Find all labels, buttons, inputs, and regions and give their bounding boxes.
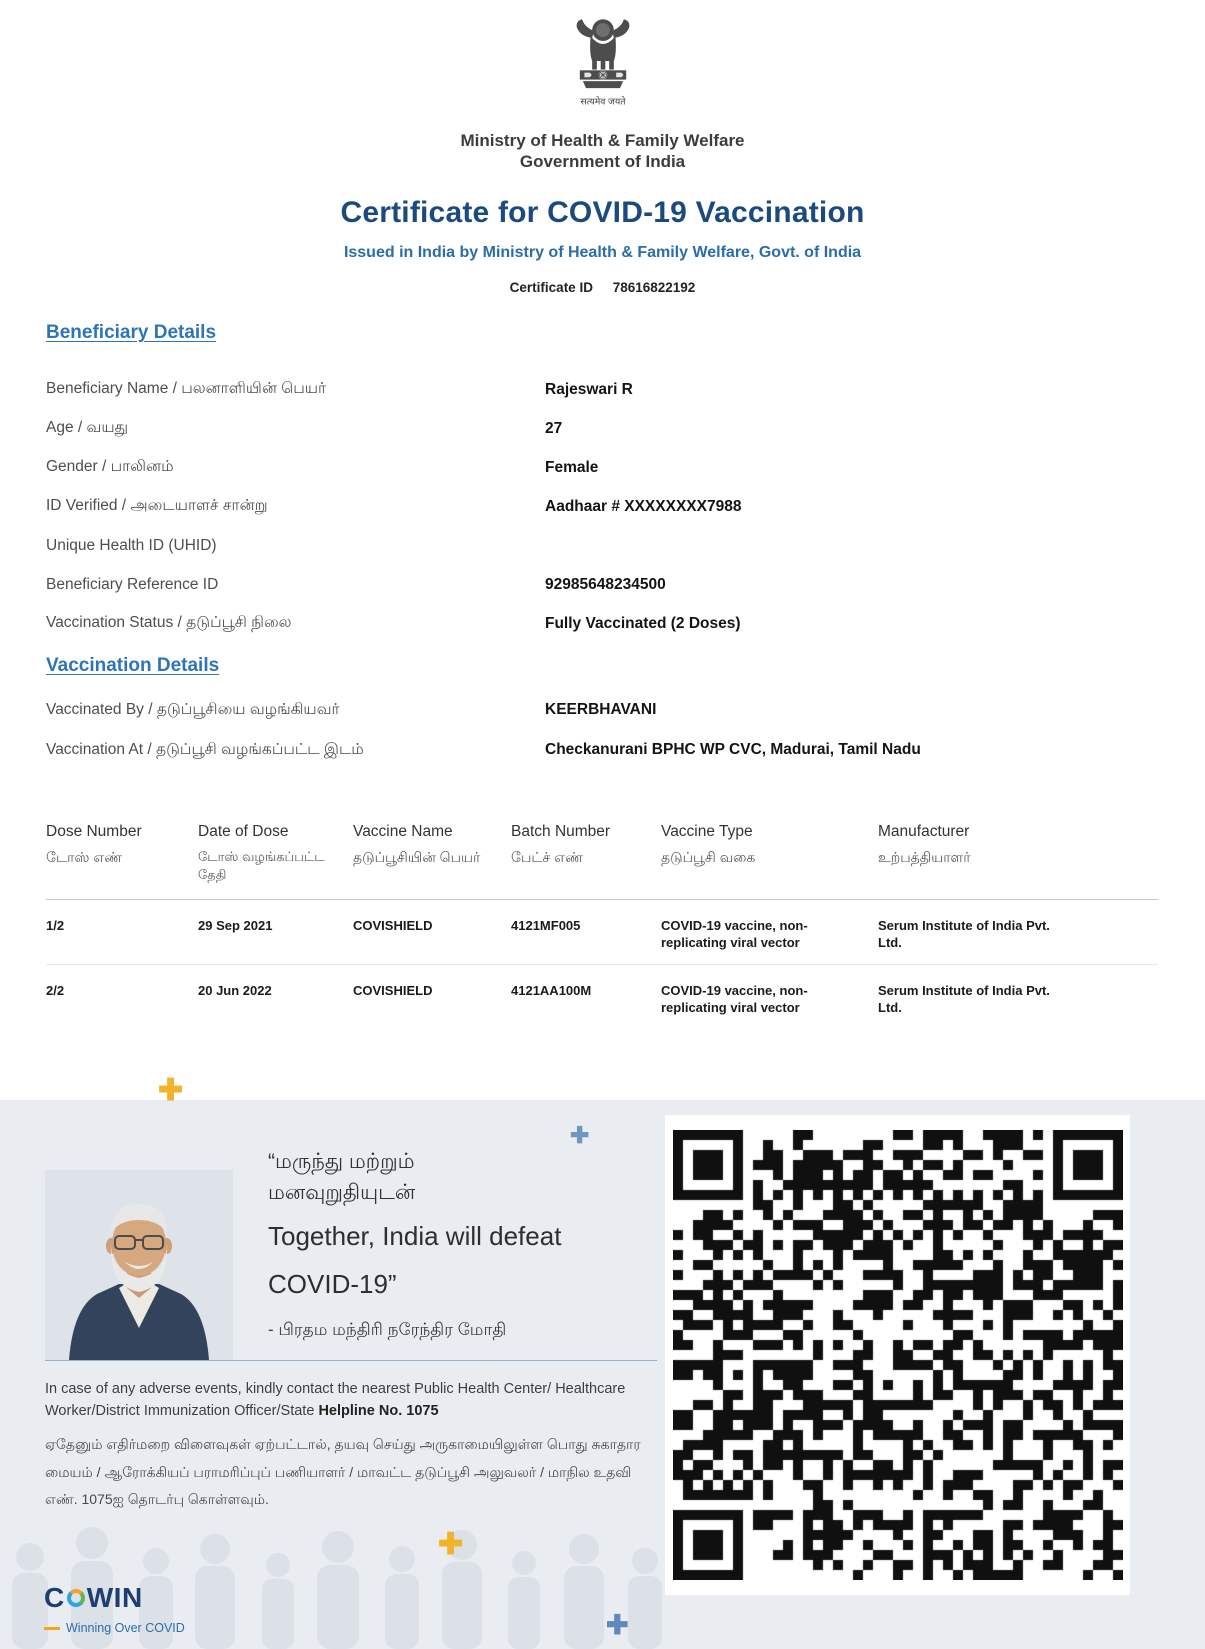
dose-table xyxy=(46,823,1158,1029)
header-label-ta: டோஸ் எண் xyxy=(46,849,123,865)
plus-decoration-icon: ✚ xyxy=(606,1610,629,1640)
dose-row-2 xyxy=(46,964,1158,1029)
field-label: Vaccinated By / தடுப்பூசியை வழங்கியவர் xyxy=(46,701,340,718)
section-title-vaccination: Vaccination Details xyxy=(46,655,220,676)
row-uhid xyxy=(46,526,1159,565)
header-dose-number xyxy=(46,823,198,884)
quote-block xyxy=(268,1146,561,1342)
row-reference-id xyxy=(46,565,1159,604)
plus-decoration-icon: ✚ xyxy=(570,1122,590,1148)
india-national-emblem-icon xyxy=(556,10,650,126)
row-vaccinated-by xyxy=(46,691,1159,731)
field-label: ID Verified / அடையாளச் சான்று xyxy=(46,497,268,514)
row-beneficiary-name xyxy=(46,370,1159,409)
header-label-en: Vaccine Type xyxy=(661,823,753,840)
header-label-ta: தடுப்பூசியின் பெயர் xyxy=(353,849,481,865)
header-label-en: Date of Dose xyxy=(198,823,289,840)
header-label-en: Dose Number xyxy=(46,823,142,840)
cell-manufacturer: Serum Institute of India Pvt. Ltd. xyxy=(878,918,1050,950)
cell-vaccine-name: COVISHIELD xyxy=(353,918,433,933)
quote-english-line-2: COVID-19” xyxy=(268,1269,397,1299)
cell-batch-number: 4121AA100M xyxy=(511,983,592,998)
advisory-tamil: ஏதேனும் எதிர்மறை விளைவுகள் ஏற்பட்டால், தயவு செய்து அருகாமையிலுள்ள பொது சுகாதார மையம் / ஆரோக்கியப் பராமரிப்புப் பணியாளர் / மாவட்ட தடுப்பூசி அலுவலர் / மாநில உதவி எண். 1075ஐ தொடர்பு கொள்ளவும். xyxy=(45,1436,641,1507)
banner-divider xyxy=(45,1360,657,1361)
prime-minister-photo xyxy=(45,1170,233,1360)
cowin-tagline: Winning Over COVID xyxy=(66,1621,185,1635)
cell-date-of-dose: 20 Jun 2022 xyxy=(198,983,272,998)
row-vaccination-at xyxy=(46,731,1159,771)
cell-date-of-dose: 29 Sep 2021 xyxy=(198,918,273,933)
header-label-ta: பேட்ச் எண் xyxy=(511,849,583,865)
header-vaccine-name xyxy=(353,823,511,884)
beneficiary-details-section xyxy=(46,322,1159,643)
certificate-subtitle: Issued in India by Ministry of Health & Family Welfare, Govt. of India xyxy=(343,244,862,261)
quote-tamil-line-2: மனவுறுதியுடன் xyxy=(268,1181,416,1204)
emblem-motto: सत्यमेव जयते xyxy=(579,96,626,107)
field-value: Aadhaar # XXXXXXXX7988 xyxy=(545,497,742,515)
certificate-id-label: Certificate ID xyxy=(509,280,593,295)
header-label-ta: உற்பத்தியாளர் xyxy=(878,849,971,865)
field-label: Beneficiary Reference ID xyxy=(46,575,219,593)
header-vaccine-type xyxy=(661,823,878,884)
header-label-en: Vaccine Name xyxy=(353,823,453,840)
quote-attribution: - பிரதம மந்திரி நரேந்திர மோதி xyxy=(268,1320,507,1339)
field-label: Age / வயது xyxy=(46,419,129,436)
header-manufacturer xyxy=(878,823,1158,884)
header-label-ta: தடுப்பூசி வகை xyxy=(661,849,756,865)
ministry-line-1: Ministry of Health & Family Welfare xyxy=(460,131,745,150)
dose-row-1 xyxy=(46,900,1158,964)
qr-code xyxy=(673,1130,1123,1580)
vaccination-details-section xyxy=(46,655,1159,771)
certificate-id xyxy=(0,280,1205,295)
ministry-line-2: Government of India xyxy=(519,152,686,171)
header-label-ta: டோஸ் வழங்கப்பட்ட தேதி xyxy=(198,849,325,882)
cell-dose-number: 1/2 xyxy=(46,918,65,933)
cell-batch-number: 4121MF005 xyxy=(511,918,581,933)
quote-english-line-1: Together, India will defeat xyxy=(268,1221,562,1251)
row-gender xyxy=(46,448,1159,487)
cell-dose-number: 2/2 xyxy=(46,983,65,998)
header-batch-number xyxy=(511,823,661,884)
row-id-verified xyxy=(46,487,1159,526)
row-vaccination-status xyxy=(46,604,1159,643)
dose-table-header xyxy=(46,823,1158,900)
helpline-number: Helpline No. 1075 xyxy=(318,1402,439,1419)
field-value: 92985648234500 xyxy=(545,575,666,593)
section-title-beneficiary: Beneficiary Details xyxy=(46,322,217,343)
cowin-tagline-bar xyxy=(44,1627,60,1630)
row-age xyxy=(46,409,1159,448)
advisory-english-text: In case of any adverse events, kindly contact the nearest Public Health Center/ Healthcare Worker/District Immunization Officer/State xyxy=(45,1381,626,1419)
field-value: 27 xyxy=(545,419,563,437)
cell-vaccine-name: COVISHIELD xyxy=(353,983,433,998)
cell-vaccine-type: COVID-19 vaccine, non-replicating viral vector xyxy=(661,918,808,950)
cowin-logo xyxy=(44,1582,185,1635)
field-label: Vaccination Status / தடுப்பூசி நிலை xyxy=(46,614,292,631)
header-label-en: Manufacturer xyxy=(878,823,970,840)
field-value: KEERBHAVANI xyxy=(545,701,657,718)
qr-container xyxy=(665,1115,1130,1595)
certificate-header xyxy=(0,0,1205,295)
plus-decoration-icon: ✚ xyxy=(438,1528,464,1561)
cell-manufacturer: Serum Institute of India Pvt. Ltd. xyxy=(878,983,1050,1015)
field-label: Unique Health ID (UHID) xyxy=(46,536,217,554)
header-date-of-dose xyxy=(198,823,353,884)
field-label: Beneficiary Name / பலனாளியின் பெயர் xyxy=(46,380,327,397)
certificate-title: Certificate for COVID-19 Vaccination xyxy=(340,196,865,229)
plus-decoration-icon: ✚ xyxy=(158,1074,184,1107)
field-value: Checkanurani BPHC WP CVC, Madurai, Tamil Nadu xyxy=(545,741,921,758)
field-value: Female xyxy=(545,458,599,476)
cell-vaccine-type: COVID-19 vaccine, non-replicating viral vector xyxy=(661,983,808,1015)
quote-tamil-line-1: “மருந்து மற்றும் xyxy=(268,1150,415,1173)
header-label-en: Batch Number xyxy=(511,823,611,840)
cowin-ring-icon xyxy=(67,1589,85,1607)
certificate-id-value: 78616822192 xyxy=(612,280,696,295)
advisory-english xyxy=(45,1379,655,1422)
field-value: Fully Vaccinated (2 Doses) xyxy=(545,614,741,632)
field-label: Vaccination At / தடுப்பூசி வழங்கப்பட்ட இடம் xyxy=(46,741,364,758)
field-label: Gender / பாலினம் xyxy=(46,458,174,475)
cowin-logo-c: C xyxy=(44,1582,65,1613)
cowin-logo-win: WIN xyxy=(86,1582,143,1613)
field-value: Rajeswari R xyxy=(545,380,633,398)
